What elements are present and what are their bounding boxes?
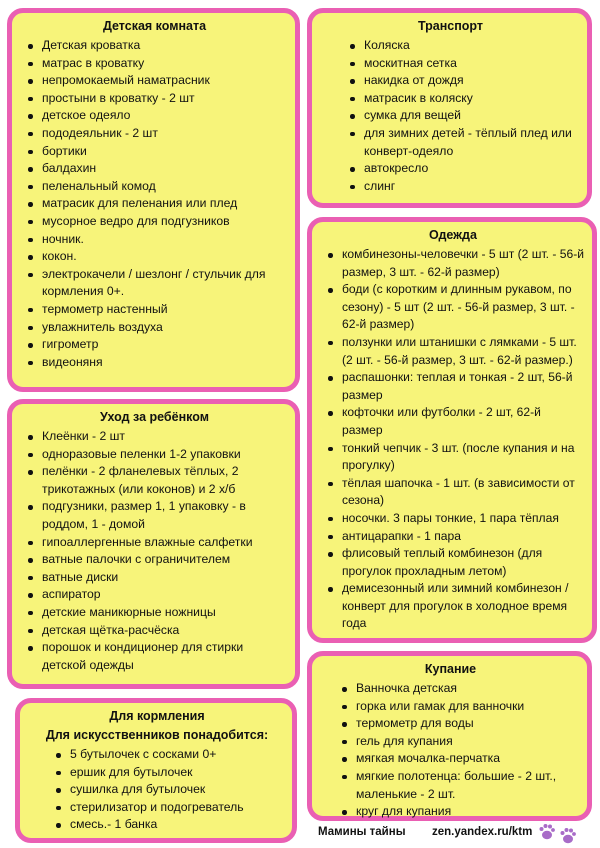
list-item: носочки. 3 пары тонкие, 1 пара тёплая: [342, 510, 584, 528]
list-item: детская щётка-расчёска: [42, 622, 287, 640]
list-item: мягкие полотенца: большие - 2 шт., маленькие - 2 шт.: [356, 768, 579, 803]
clothes-section: [307, 217, 597, 643]
list-item: порошок и кондиционер для стирки детской одежды: [42, 639, 287, 674]
paw-print-icon: [561, 828, 576, 843]
list-item: Клеёнки - 2 шт: [42, 428, 287, 446]
list-item: пеленальный комод: [42, 178, 287, 196]
list-item: аспиратор: [42, 586, 287, 604]
list-item: пододеяльник - 2 шт: [42, 125, 287, 143]
list-item: демисезонный или зимний комбинезон / конверт для прогулок в холодное время года: [342, 580, 584, 633]
list-item: для зимних детей - тёплый плед или конверт-одеяло: [364, 125, 579, 160]
list-item: термометр для воды: [356, 715, 579, 733]
list-item: флисовый теплый комбинезон (для прогулок прохладным летом): [342, 545, 584, 580]
list-item: детские маникюрные ножницы: [42, 604, 287, 622]
section-title: Уход за ребёнком: [100, 410, 209, 424]
list-item: матрасик для пеленания или плед: [42, 195, 287, 213]
checklist: [322, 680, 579, 821]
nursery-section: [7, 8, 300, 392]
list-item: Детская кроватка: [42, 37, 287, 55]
section-title: Купание: [424, 662, 477, 676]
list-item: подгузники, размер 1, 1 упаковку - в роддом, 1 - домой: [42, 498, 287, 533]
list-item: антицарапки - 1 пара: [342, 528, 584, 546]
list-item: смесь.- 1 банка: [70, 816, 284, 834]
list-item: ползунки или штанишки с лямками - 5 шт. (2 шт. - 56-й размер, 3 шт. - 62-й размер.): [342, 334, 584, 369]
list-item: сумка для вещей: [364, 107, 579, 125]
list-item: балдахин: [42, 160, 287, 178]
checklist: [22, 428, 287, 674]
list-item: термометр настенный: [42, 301, 287, 319]
feeding-section: [15, 698, 297, 843]
list-item: гипоаллергенные влажные салфетки: [42, 534, 287, 552]
list-item: мусорное ведро для подгузников: [42, 213, 287, 231]
section-subtitle: Для искусственников понадобится:: [45, 728, 269, 742]
list-item: электрокачели / шезлонг / стульчик для кормления 0+.: [42, 266, 287, 301]
list-item: кофточки или футболки - 2 шт, 62-й размер: [342, 404, 584, 439]
list-item: мягкая мочалка-перчатка: [356, 750, 579, 768]
footer-site-link[interactable]: zen.yandex.ru/ktm: [432, 826, 533, 838]
section-title: Транспорт: [417, 19, 484, 33]
list-item: комбинезоны-человечки - 5 шт (2 шт. - 56-й размер, 3 шт. - 62-й размер): [342, 246, 584, 281]
paw-print-icon: [540, 824, 555, 839]
list-item: боди (с коротким и длинным рукавом, по сезону) - 5 шт (2 шт. - 56-й размер, 3 шт. - 62-й размер): [342, 281, 584, 334]
list-item: ватные диски: [42, 569, 287, 587]
list-item: ершик для бутылочек: [70, 764, 284, 782]
section-title: Для кормления: [109, 709, 205, 723]
list-item: Коляска: [364, 37, 579, 55]
list-item: непромокаемый наматрасник: [42, 72, 287, 90]
list-item: тёплая шапочка - 1 шт. (в зависимости от сезона): [342, 475, 584, 510]
list-item: Ванночка детская: [356, 680, 579, 698]
baby-care-section: [7, 399, 300, 689]
list-item: слинг: [364, 178, 579, 196]
footer-brand: Мамины тайны: [318, 826, 406, 838]
list-item: горка или гамак для ванночки: [356, 698, 579, 716]
list-item: кокон.: [42, 248, 287, 266]
list-item: пелёнки - 2 фланелевых тёплых, 2 трикотажных (или коконов) и 2 х/б: [42, 463, 287, 498]
checklist: [322, 246, 584, 633]
section-title: Детская комната: [102, 19, 207, 33]
list-item: гигрометр: [42, 336, 287, 354]
list-item: распашонки: теплая и тонкая - 2 шт, 56-й размер: [342, 369, 584, 404]
list-item: сушилка для бутылочек: [70, 781, 284, 799]
list-item: матрасик в коляску: [364, 90, 579, 108]
list-item: бортики: [42, 143, 287, 161]
list-item: москитная сетка: [364, 55, 579, 73]
list-item: стерилизатор и подогреватель: [70, 799, 284, 817]
list-item: матрас в кроватку: [42, 55, 287, 73]
list-item: тонкий чепчик - 3 шт. (после купания и на прогулку): [342, 440, 584, 475]
section-title: Одежда: [429, 228, 477, 242]
checklist: [322, 37, 579, 195]
list-item: накидка от дождя: [364, 72, 579, 90]
checklist: [30, 746, 284, 834]
list-item: гель для купания: [356, 733, 579, 751]
transport-section: [307, 8, 592, 208]
checklist: [22, 37, 287, 371]
list-item: ватные палочки с ограничителем: [42, 551, 287, 569]
list-item: детское одеяло: [42, 107, 287, 125]
list-item: круг для купания: [356, 803, 579, 821]
list-item: видеоняня: [42, 354, 287, 372]
list-item: автокресло: [364, 160, 579, 178]
bathing-section: [307, 651, 592, 821]
list-item: одноразовые пеленки 1-2 упаковки: [42, 446, 287, 464]
list-item: простыни в кроватку - 2 шт: [42, 90, 287, 108]
list-item: увлажнитель воздуха: [42, 319, 287, 337]
paw-prints-icon: [538, 820, 580, 846]
list-item: ночник.: [42, 231, 287, 249]
list-item: 5 бутылочек с сосками 0+: [70, 746, 284, 764]
